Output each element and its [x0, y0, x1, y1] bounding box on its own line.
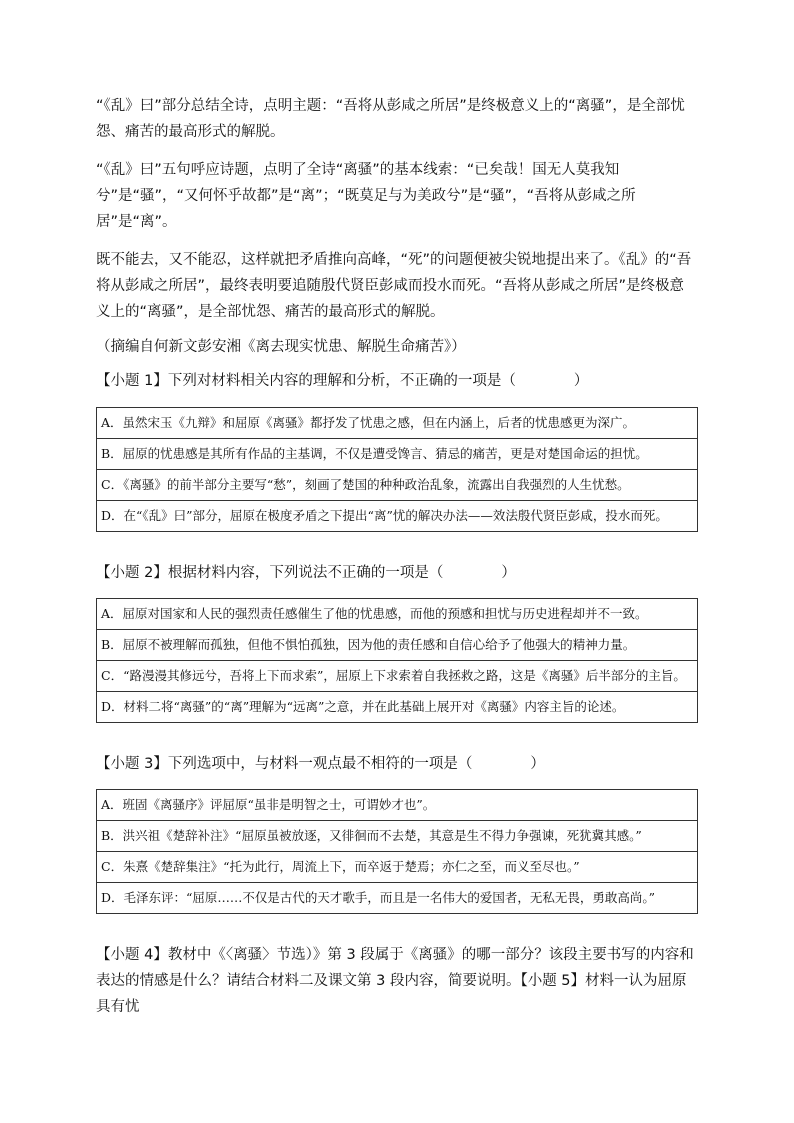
passage-paragraph: 既不能去，又不能忍，这样就把矛盾推向高峰，“死”的问题便被尖锐地提出来了。《乱》的“吾将从彭咸之所居”，最终表明要追随殷代贤臣彭咸而投水而死。“吾将从彭咸之所居”是终极意义上的“离骚”，是全部忧怨、痛苦的最高形式的解脱。 [96, 252, 692, 320]
question-1-label: 【小题 1】下列对材料相关内容的理解和分析，不正确的一项是（ ） [96, 373, 589, 389]
option-c[interactable]: C．《离骚》的前半部分主要写“愁”，刻画了楚国的种种政治乱象，流露出自我强烈的人生忧愁。 [97, 470, 697, 501]
option-d[interactable]: D．材料二将“离骚”的“离”理解为“远离”之意，并在此基础上展开对《离骚》内容主旨的论述。 [101, 699, 625, 714]
question-2-label: 【小题 2】根据材料内容，下列说法不正确的一项是（ ） [96, 565, 516, 581]
question-1-options [96, 407, 698, 532]
option-a[interactable]: A．屈原对国家和人民的强烈责任感催生了他的忧患感，而他的预感和担忧与历史进程却并不一致。 [97, 599, 697, 630]
question-3-options [96, 789, 698, 914]
question-2-options [96, 598, 698, 723]
question-3-label: 【小题 3】下列选项中，与材料一观点最不相符的一项是（ ） [96, 756, 545, 772]
option-a[interactable]: A．虽然宋玉《九辩》和屈原《离骚》都抒发了忧患之感，但在内涵上，后者的忧患感更为深广。 [97, 408, 697, 439]
option-a[interactable]: A．班固《离骚序》评屈原“虽非是明智之士，可谓妙才也”。 [97, 790, 697, 821]
passage-paragraph: “《乱》曰”部分总结全诗，点明主题：“吾将从彭咸之所居”是终极意义上的“离骚”，是全部忧怨、痛苦的最高形式的解脱。 [96, 98, 685, 140]
option-b[interactable]: B．屈原不被理解而孤独，但他不惧怕孤独，因为他的责任感和自信心给予了他强大的精神力量。 [97, 630, 697, 661]
option-b[interactable]: B．屈原的忧患感是其所有作品的主基调，不仅是遭受馋言、猜忌的痛苦，更是对楚国命运的担忧。 [97, 439, 697, 470]
question-4-5-text: 【小题 4】教材中《〈离骚〉节选）》第 3 段属于《离骚》的哪一部分？该段主要书写的内容和表达的情感是什么？请结合材料二及课文第 3 段内容，简要说明。【小题 5】材料一认为屈原具有忧 [96, 947, 694, 1015]
option-c[interactable]: C．“路漫漫其修远兮，吾将上下而求索”，屈原上下求索着自我拯救之路，这是《离骚》后半部分的主旨。 [97, 661, 697, 692]
option-d[interactable]: D．毛泽东评：“屈原……不仅是古代的天才歌手，而且是一名伟大的爱国者，无私无畏，勇敢高尚。” [101, 890, 656, 905]
passage-source: （摘编自何新文彭安湘《离去现实忧患、解脱生命痛苦》） [96, 339, 466, 355]
option-b[interactable]: B．洪兴祖《楚辞补注》“屈原虽被放逐，又徘徊而不去楚，其意是生不得力争强谏，死犹冀其感。” [97, 821, 697, 852]
option-d[interactable]: D．在“《乱》曰”部分，屈原在极度矛盾之下提出“离”忧的解决办法——效法殷代贤臣彭咸，投水而死。 [101, 508, 668, 523]
passage-paragraph: “《乱》曰”五句呼应诗题，点明了全诗“离骚”的基本线索：“已矣哉！国无人莫我知兮”是“骚”，“又何怀乎故都”是“离”；“既莫足与为美政兮”是“骚”，“吾将从彭咸之所居”是“离”。 [96, 162, 636, 230]
option-c[interactable]: C．朱熹《楚辞集注》“托为此行，周流上下，而卒返于楚焉；亦仁之至，而义至尽也。” [97, 852, 697, 883]
